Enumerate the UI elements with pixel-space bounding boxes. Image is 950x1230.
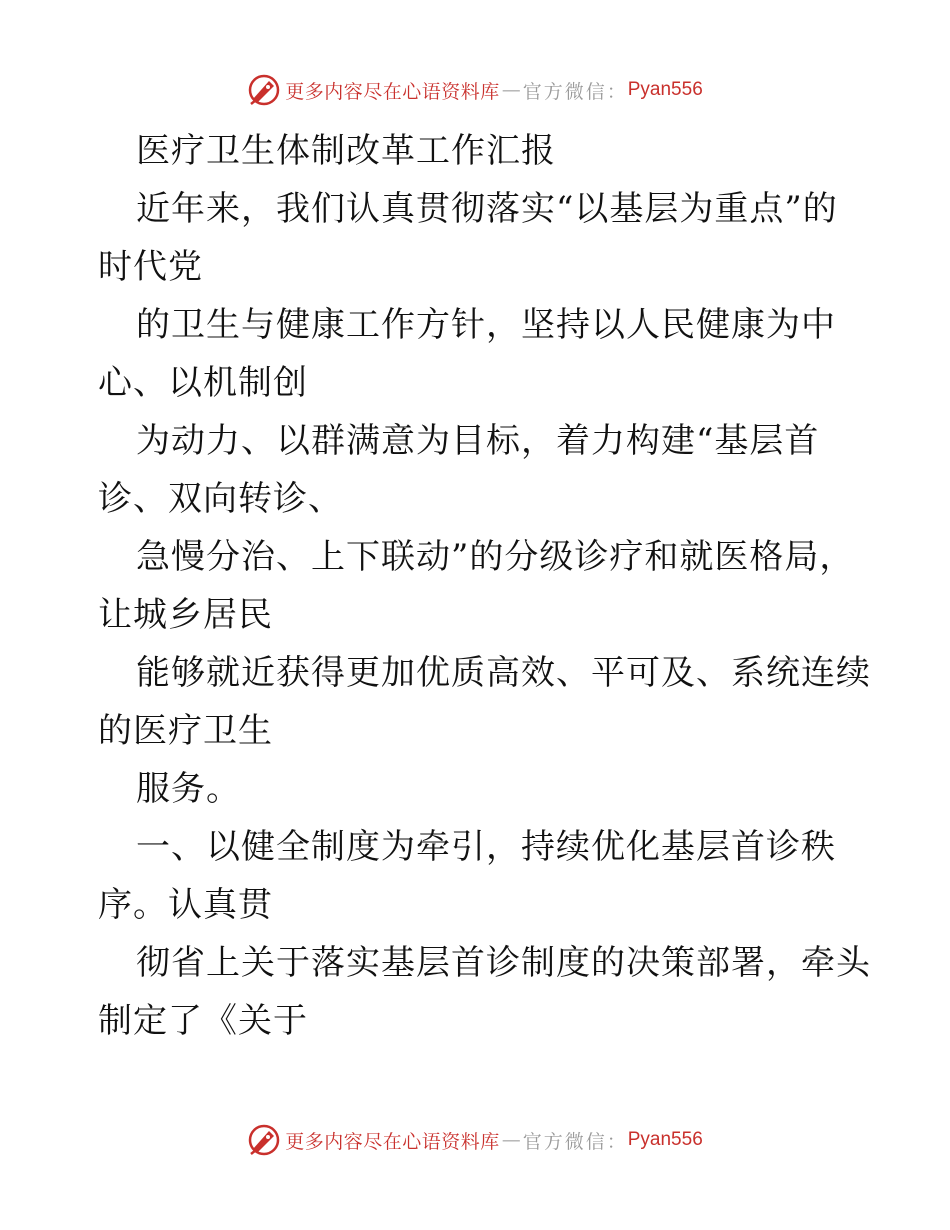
header-separator: —	[501, 79, 521, 101]
body-text-line: 诊、双向转诊、	[98, 479, 343, 519]
body-text-line: 心、以机制创	[98, 363, 308, 403]
body-text-line: 急慢分治、上下联动”的分级诊疗和就医格局，	[136, 537, 855, 577]
body-text-line: 能够就近获得更加优质高效、平可及、系统连续	[136, 653, 871, 693]
pen-nib-logo-icon	[247, 73, 281, 107]
header-banner	[0, 70, 950, 110]
body-text-line: 为动力、以群满意为目标，着力构建“基层首	[136, 421, 820, 461]
body-text-line: 序。认真贯	[98, 885, 273, 925]
body-text-line: 的卫生与健康工作方针，坚持以人民健康为中	[136, 305, 836, 345]
header-wechat-id: Pyan556	[627, 79, 703, 100]
body-text-line: 一、以健全制度为牵引，持续优化基层首诊秩	[136, 827, 836, 867]
document-body	[98, 122, 871, 1050]
body-text-line: 彻省上关于落实基层首诊制度的决策部署，牵头	[136, 943, 871, 983]
body-text-line: 近年来，我们认真贯彻落实“以基层为重点”的	[136, 189, 838, 229]
footer-official-label: 官方微信：	[522, 1130, 628, 1153]
body-text-line: 让城乡居民	[98, 595, 273, 635]
body-text-line: 的医疗卫生	[98, 711, 273, 751]
body-text-line: 时代党	[98, 247, 203, 287]
body-text-line: 制定了《关于	[98, 1001, 308, 1041]
header-brand-text: 更多内容尽在心语资料库	[285, 80, 500, 103]
footer-wechat-id: Pyan556	[627, 1129, 703, 1150]
body-text-line: 服务。	[136, 769, 241, 809]
document-title: 医疗卫生体制改革工作汇报	[136, 131, 556, 171]
header-official-label: 官方微信：	[522, 80, 628, 103]
footer-brand-text: 更多内容尽在心语资料库	[285, 1130, 500, 1153]
footer-banner	[0, 1120, 950, 1160]
pen-nib-logo-icon	[247, 1123, 281, 1157]
footer-separator: —	[501, 1129, 521, 1151]
